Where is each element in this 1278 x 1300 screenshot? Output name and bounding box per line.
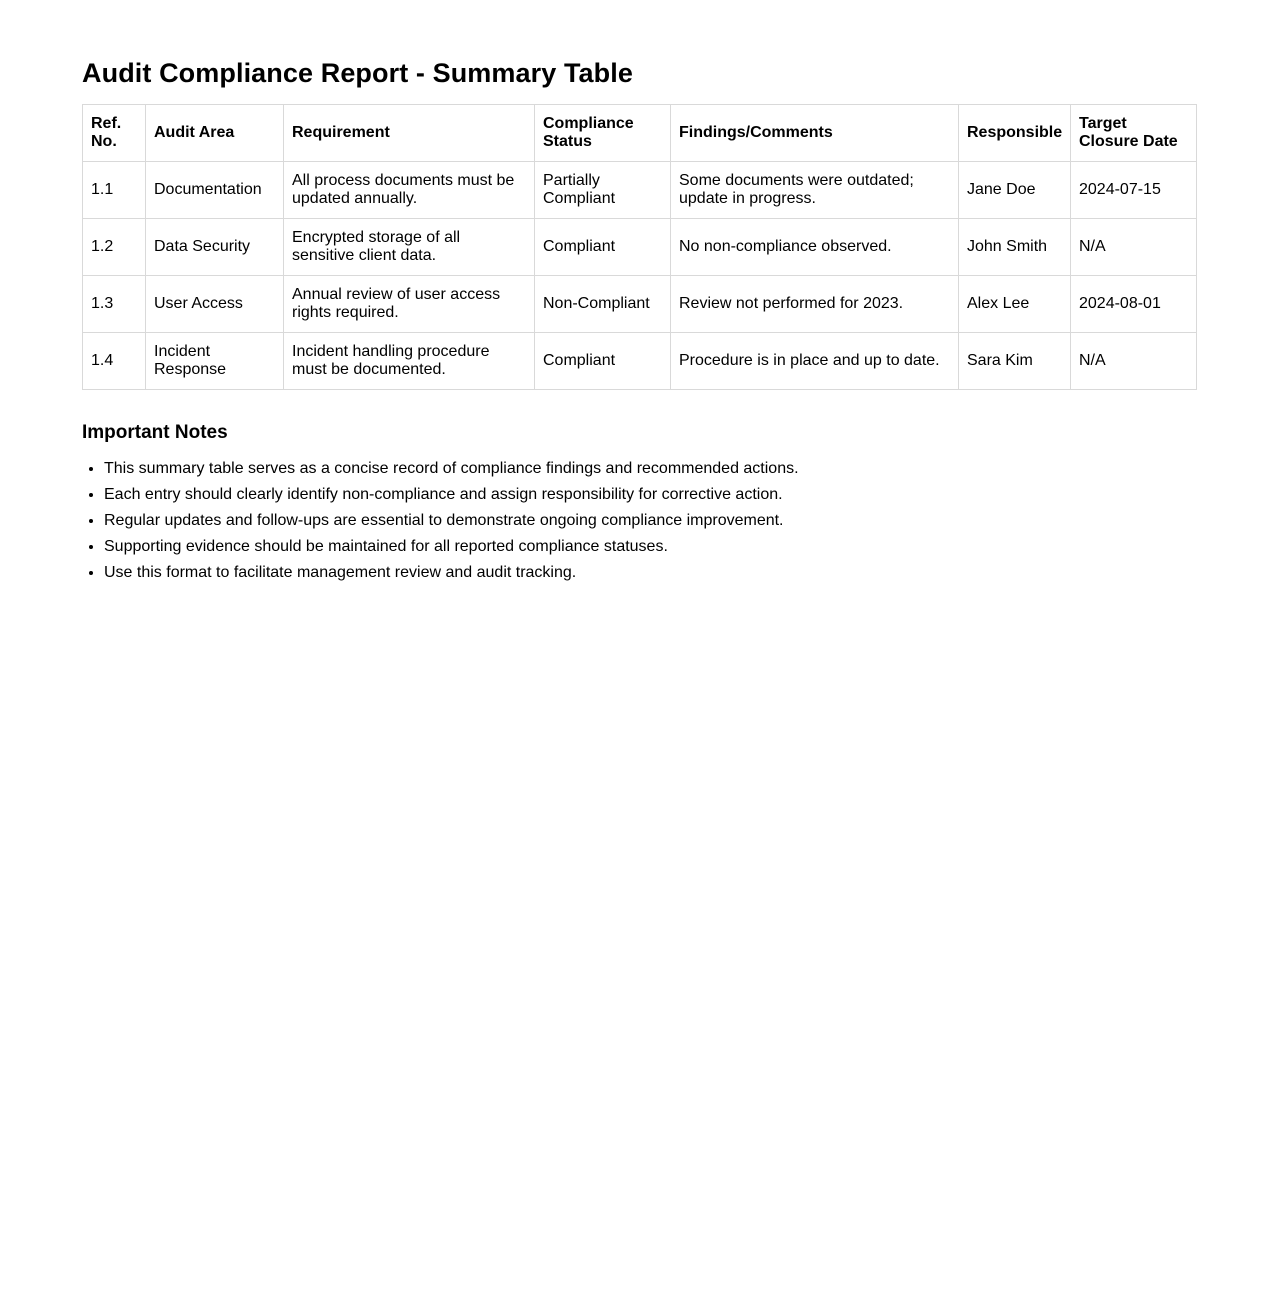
notes-heading: Important Notes [82, 422, 228, 443]
summary-table [82, 104, 1197, 390]
cell-findings: Review not performed for 2023. [671, 276, 959, 333]
cell-findings: Some documents were outdated; update in progress. [671, 162, 959, 219]
cell-requirement: Incident handling procedure must be documented. [284, 333, 535, 390]
notes-list [82, 460, 1196, 582]
cell-compliance-status: Compliant [535, 219, 671, 276]
list-item: • Each entry should clearly identify non-compliance and assign responsibility for corrective action. [104, 486, 1196, 504]
cell-responsible: John Smith [959, 219, 1071, 276]
page-title: Audit Compliance Report - Summary Table [82, 58, 633, 88]
cell-audit-area: User Access [146, 276, 284, 333]
list-item: • Regular updates and follow-ups are essential to demonstrate ongoing compliance improvement. [104, 512, 1196, 530]
cell-target-date: N/A [1071, 219, 1197, 276]
cell-audit-area: Data Security [146, 219, 284, 276]
cell-compliance-status: Non-Compliant [535, 276, 671, 333]
cell-findings: No non-compliance observed. [671, 219, 959, 276]
cell-responsible: Sara Kim [959, 333, 1071, 390]
cell-responsible: Alex Lee [959, 276, 1071, 333]
table-row [83, 219, 1197, 276]
cell-target-date: N/A [1071, 333, 1197, 390]
header-compliance-status: Compliance Status [535, 105, 671, 162]
cell-requirement: Encrypted storage of all sensitive client data. [284, 219, 535, 276]
table-row [83, 333, 1197, 390]
cell-audit-area: Documentation [146, 162, 284, 219]
cell-requirement: Annual review of user access rights required. [284, 276, 535, 333]
cell-requirement: All process documents must be updated annually. [284, 162, 535, 219]
cell-findings: Procedure is in place and up to date. [671, 333, 959, 390]
cell-audit-area: Incident Response [146, 333, 284, 390]
cell-compliance-status: Partially Compliant [535, 162, 671, 219]
header-target-closure-date: Target Closure Date [1071, 105, 1197, 162]
header-responsible: Responsible [959, 105, 1071, 162]
header-findings-comments: Findings/Comments [671, 105, 959, 162]
report-page [0, 0, 1278, 582]
header-audit-area: Audit Area [146, 105, 284, 162]
cell-responsible: Jane Doe [959, 162, 1071, 219]
list-item: • Use this format to facilitate management review and audit tracking. [104, 564, 1196, 582]
cell-ref-no: 1.3 [83, 276, 146, 333]
table-row [83, 162, 1197, 219]
cell-ref-no: 1.4 [83, 333, 146, 390]
list-item: • Supporting evidence should be maintained for all reported compliance statuses. [104, 538, 1196, 556]
table-row [83, 276, 1197, 333]
cell-ref-no: 1.1 [83, 162, 146, 219]
header-requirement: Requirement [284, 105, 535, 162]
cell-ref-no: 1.2 [83, 219, 146, 276]
cell-target-date: 2024-07-15 [1071, 162, 1197, 219]
list-item: • This summary table serves as a concise record of compliance findings and recommended actions. [104, 460, 1196, 478]
header-ref-no: Ref. No. [83, 105, 146, 162]
cell-target-date: 2024-08-01 [1071, 276, 1197, 333]
cell-compliance-status: Compliant [535, 333, 671, 390]
table-header-row [83, 105, 1197, 162]
